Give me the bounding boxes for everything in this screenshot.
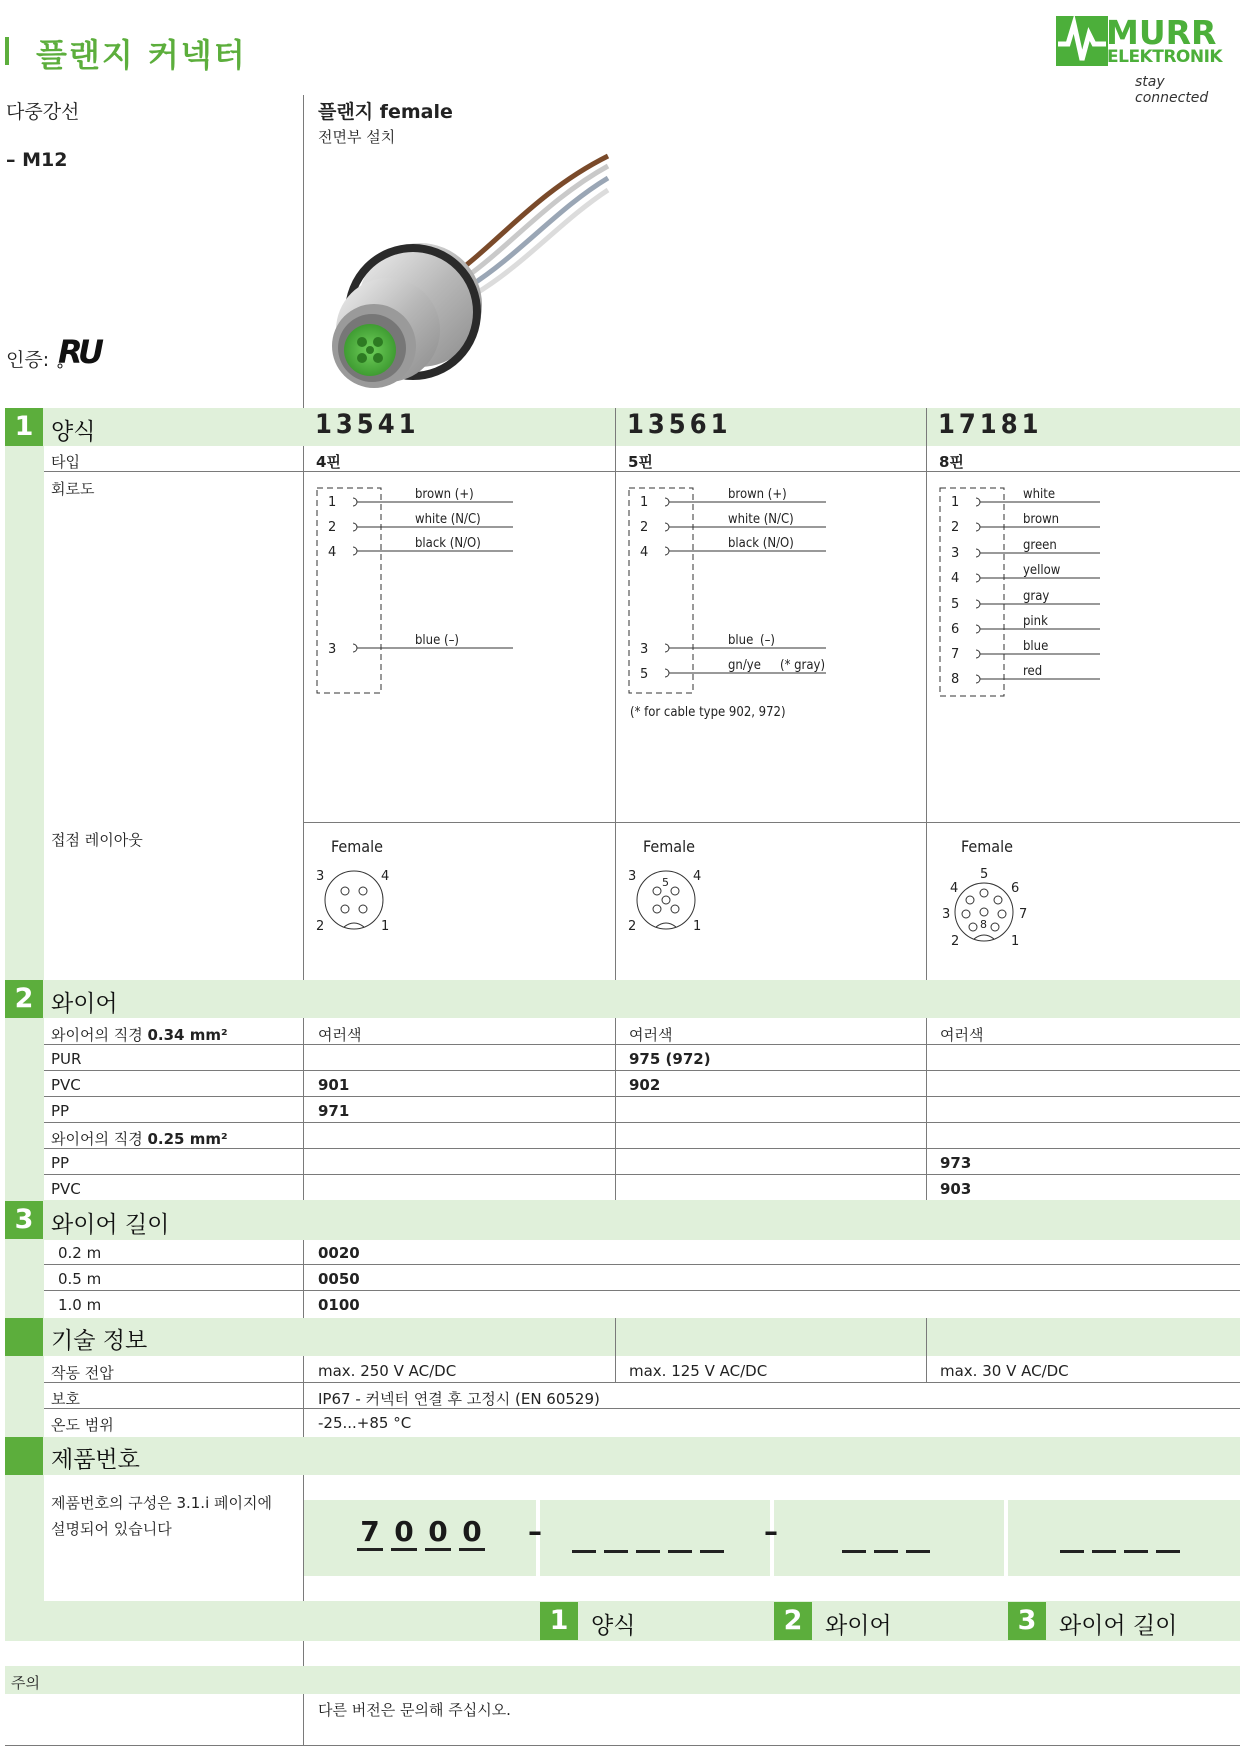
wire-row-0-c2: 여러색 [629,1026,673,1044]
tech-rule-0 [44,1382,1240,1383]
length-row-1-label: 0.5 m [58,1270,102,1288]
c8-wire-7: blue [1023,639,1049,654]
logo-tagline: stay connected [1135,74,1209,106]
c5-pin-2: 2 [640,520,649,535]
main-divider [303,95,304,1745]
c5-wire-4-sign: (–) [760,633,775,648]
partno-blank-11 [1124,1550,1148,1553]
l4-pin-2: 2 [316,919,325,934]
wire-row-2-c1: 901 [318,1076,350,1094]
length-rule-0 [44,1264,1240,1265]
c4-wire-2: white (N/C) [415,512,481,527]
length-row-1-value: 0050 [318,1270,360,1288]
partno-digit-2: 0 [391,1515,417,1551]
length-row-0-label: 0.2 m [58,1244,102,1262]
legend-1-number: 1 [540,1602,578,1640]
partno-blank-9 [1060,1550,1084,1553]
l5-caption: Female [643,837,695,856]
note-text: 다른 버전은 문의해 주십시오. [318,1701,511,1719]
c4-pin-2: 2 [328,520,337,535]
legend-2-label: 와이어 [825,1613,892,1639]
svg-text:U: U [78,333,104,369]
wire-row-1-label: PUR [51,1050,82,1068]
partno-blank-1 [572,1550,596,1553]
product-photo [310,150,610,400]
col3-code: 17181 [938,409,1043,440]
footer-rule [5,1745,1240,1746]
wire-row-6-label: PVC [51,1180,81,1198]
circuit-diagram-8pin [933,480,1163,710]
protection-label: 보호 [51,1390,80,1408]
c8-pin-6: 6 [951,622,960,637]
c8-pin-3: 3 [951,546,960,561]
partno-blank-4 [668,1550,692,1553]
partno-digit-1: 7 [357,1515,383,1551]
partno-dash-1: – [528,1515,542,1548]
partno-band [5,1437,1240,1475]
col3-divider [926,408,927,980]
partno-code-bg-4 [1008,1500,1240,1576]
cert-label: 인증: [6,349,50,371]
l4-caption: Female [331,837,383,856]
type-rule [44,471,1240,472]
tech-col3-divider [926,1318,927,1382]
wire-row-0-c3: 여러색 [940,1026,984,1044]
tech-rule-1 [44,1408,1240,1409]
wire-row-2-label: PVC [51,1076,81,1094]
c4-pin-3: 3 [328,642,337,657]
c5-pin-1: 1 [640,495,649,510]
wire-rule-4 [44,1148,1240,1149]
l8-pin-8: 8 [980,918,987,931]
legend-3-number: 3 [1008,1602,1046,1640]
circuit-rule [303,822,1240,823]
legend-3-label: 와이어 길이 [1059,1613,1178,1639]
voltage-label: 작동 전압 [51,1364,114,1382]
c8-wire-2: brown [1023,512,1060,527]
l8-pin-6: 6 [1011,881,1020,896]
wire-rule-2 [44,1096,1240,1097]
temperature-value: -25...+85 °C [318,1414,412,1432]
partno-marker [5,1437,43,1475]
section1-number: 1 [5,408,43,446]
c8-pin-7: 7 [951,647,960,662]
l4-pin-1: 1 [381,919,390,934]
ul-cert-icon [56,333,110,373]
c5-wire-1: brown (+) [728,487,787,502]
col2-type: 5핀 [628,453,653,471]
section1-title: 양식 [51,419,96,445]
l8-pin-2: 2 [951,934,960,949]
col2-code: 13561 [627,409,732,440]
l8-pin-4: 4 [950,881,959,896]
category-label: 다중강선 [6,101,80,123]
section3-number: 3 [5,1201,43,1239]
partno-code-bg-2 [540,1500,770,1576]
partno-code-bg-1 [304,1500,536,1576]
partno-title: 제품번호 [51,1447,140,1473]
section2-band [5,980,1240,1018]
tech-marker [5,1318,43,1356]
wire-col3-divider [926,1018,927,1200]
svg-text:R: R [58,333,83,369]
c8-wire-5: gray [1023,589,1050,604]
c8-pin-4: 4 [951,571,960,586]
title-bar [5,37,9,65]
c4-wire-4: blue (–) [415,633,459,648]
wire-row-0-label-text: 와이어의 직경 0.34 mm² [51,1026,228,1044]
c5-wire-4: blue [728,633,754,648]
size-label: – M12 [6,149,68,171]
l4-pin-4: 4 [381,869,390,884]
brand-logo [1056,13,1242,106]
partno-blank-6 [842,1550,866,1553]
product-title: 플랜지 female [318,101,453,123]
partno-note-line1: 제품번호의 구성은 3.1.i 페이지에 [51,1494,272,1512]
partno-digit-4: 0 [459,1515,485,1551]
l8-pin-7: 7 [1019,907,1028,922]
section3-band [5,1200,1240,1240]
page-title: 플랜지 커넥터 [36,36,247,74]
product-subtitle: 전면부 설치 [318,128,396,146]
c8-wire-8: red [1023,664,1043,679]
contact-layout-8pin [937,830,1087,955]
legend-2-number: 2 [774,1602,812,1640]
c8-pin-8: 8 [951,672,960,687]
wire-rule-5 [44,1174,1240,1175]
length-row-2-value: 0100 [318,1296,360,1314]
c8-wire-6: pink [1023,614,1048,629]
wire-rule-3 [44,1122,1240,1123]
wire-row-0-c1: 여러색 [318,1026,362,1044]
voltage-c2: max. 125 V AC/DC [629,1362,768,1380]
contact-layout-5pin [626,830,766,940]
tech-col2-divider [615,1318,616,1382]
temperature-label: 온도 범위 [51,1416,114,1434]
c4-pin-1: 1 [328,495,337,510]
col2-divider [615,408,616,980]
partno-blank-10 [1092,1550,1116,1553]
c5-wire-2: white (N/C) [728,512,794,527]
voltage-c1: max. 250 V AC/DC [318,1362,457,1380]
c8-pin-5: 5 [951,597,960,612]
c5-wire-5: gn/ye [728,658,761,673]
c5-note: (* for cable type 902, 972) [630,705,786,720]
c5-pin-5: 5 [640,667,649,682]
note-label: 주의 [11,1674,40,1692]
wire-rule-1 [44,1070,1240,1071]
length-row-2-label: 1.0 m [58,1296,102,1314]
c5-wire-3: black (N/O) [728,536,794,551]
contact-layout-label: 접점 레이아웃 [51,831,143,849]
c8-pin-2: 2 [951,520,960,535]
l5-pin-5: 5 [662,876,669,889]
circuit-diagram-4pin [310,480,530,720]
section2-title: 와이어 [51,991,118,1017]
section2-number: 2 [5,980,43,1018]
l5-pin-1: 1 [693,919,702,934]
l8-pin-5: 5 [980,867,989,882]
wire-diameter-value: 0.34 mm² [147,1026,228,1044]
wire-row-5-label: PP [51,1154,70,1172]
partno-blank-3 [636,1550,660,1553]
l5-pin-3: 3 [628,869,637,884]
c8-wire-3: green [1023,538,1057,553]
c5-pin-3: 3 [640,642,649,657]
l5-pin-2: 2 [628,919,637,934]
circuit-label: 회로도 [51,480,95,498]
wire-rule-0 [44,1044,1240,1045]
partno-digit-3: 0 [425,1515,451,1551]
wire-row-2-c2: 902 [629,1076,661,1094]
c4-wire-3: black (N/O) [415,536,481,551]
tech-band [5,1318,1240,1356]
l8-pin-3: 3 [942,907,951,922]
protection-value: IP67 - 커넥터 연결 후 고정시 (EN 60529) [318,1390,600,1408]
partno-note-line2: 설명되어 있습니다 [51,1520,172,1538]
length-row-0-value: 0020 [318,1244,360,1262]
partno-blank-12 [1156,1550,1180,1553]
col1-type: 4핀 [316,453,341,471]
murr-logo-icon [1056,16,1108,66]
section3-title: 와이어 길이 [51,1212,170,1238]
l5-pin-4: 4 [693,869,702,884]
wire-col2-divider [615,1018,616,1200]
wire-row-3-c1: 971 [318,1102,350,1120]
wire-row-1-c2: 975 (972) [629,1050,711,1068]
l8-caption: Female [961,837,1013,856]
section1-band [5,408,1240,446]
wire-row-5-c3: 973 [940,1154,972,1172]
circuit-diagram-5pin [622,480,862,730]
partno-blank-8 [906,1550,930,1553]
length-rule-1 [44,1290,1240,1291]
wire-row-0-label [51,1024,228,1045]
l8-pin-1: 1 [1011,934,1020,949]
c4-wire-1: brown (+) [415,487,474,502]
logo-line1: MURR [1106,13,1217,52]
type-label: 타입 [51,453,80,471]
c5-wire-5-alt: (* gray) [780,658,826,673]
partno-dash-2: – [764,1515,778,1548]
wire-row-3-label: PP [51,1102,70,1120]
contact-layout-4pin [314,830,454,940]
col3-type: 8핀 [939,453,964,471]
voltage-c3: max. 30 V AC/DC [940,1362,1069,1380]
partno-blank-2 [604,1550,628,1553]
partno-blank-5 [700,1550,724,1553]
c8-wire-4: yellow [1023,563,1061,578]
c5-pin-4: 4 [640,545,649,560]
partno-code-bg-3 [774,1500,1004,1576]
c4-pin-4: 4 [328,545,337,560]
c8-pin-1: 1 [951,495,960,510]
c8-wire-1: white [1023,487,1056,502]
wire-diameter-value: 0.25 mm² [147,1130,228,1148]
l4-pin-3: 3 [316,869,325,884]
wire-row-4-label: 와이어의 직경 0.25 mm² [51,1130,228,1148]
col1-code: 13541 [315,409,420,440]
tech-title: 기술 정보 [51,1328,148,1354]
logo-line2: ELEKTRONIK [1107,47,1223,67]
wire-row-6-c3: 903 [940,1180,972,1198]
note-band [5,1666,1240,1694]
partno-blank-7 [874,1550,898,1553]
legend-1-label: 양식 [591,1613,636,1639]
